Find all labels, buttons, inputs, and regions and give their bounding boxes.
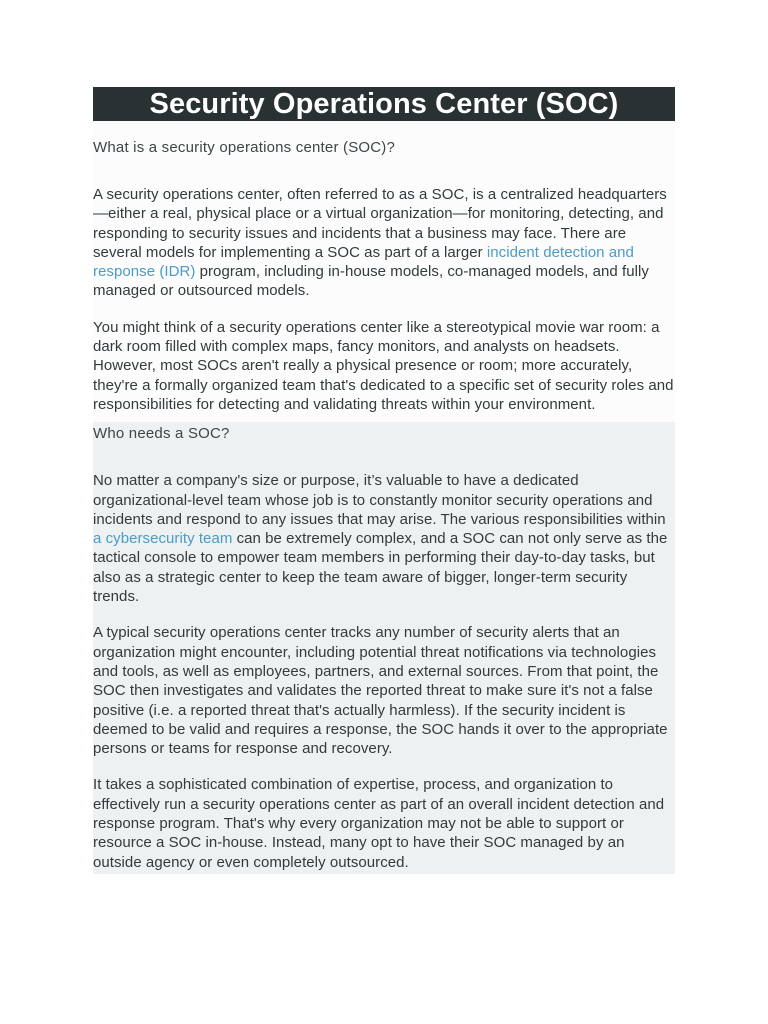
- paragraph-text: program, including in-house models, co-managed models, and fully managed or outsourced models.: [93, 263, 649, 300]
- idr-link[interactable]: incident detection and response (IDR): [93, 243, 634, 281]
- paragraph-text: can be extremely complex, and a SOC can not only serve as the tactical console to empower team members in performing their day-to-day tasks, but also as a strategic center to keep the team aware of bigger, longer-term security trends.: [93, 530, 668, 606]
- section-who-needs-soc: [93, 422, 675, 874]
- section-what-is-soc: [93, 121, 675, 422]
- paragraph-text: No matter a company's size or purpose, it’s valuable to have a dedicated organizational-level team whose job is to constantly monitor security operations and incidents and respond to any issues that may arise. The various responsibilities within: [93, 472, 666, 528]
- paragraph: [93, 185, 675, 301]
- document-page: [93, 87, 675, 874]
- section-heading: What is a security operations center (SOC)?: [93, 139, 396, 156]
- cybersecurity-team-link[interactable]: a cybersecurity team: [93, 530, 233, 548]
- paragraph: It takes a sophisticated combination of expertise, process, and organization to effectively run a security operations center as part of an overall incident detection and response program. That's why every organization may not be able to support or resource a SOC in-house. Instead, many opt to have their SOC managed by an outside agency or even completely outsourced.: [93, 776, 665, 871]
- paragraph: [93, 471, 675, 606]
- section-heading: Who needs a SOC?: [93, 425, 230, 443]
- paragraph: A typical security operations center tracks any number of security alerts that an organization might encounter, including potential threat notifications via technologies and tools, as well as employees, partners, and external sources. From that point, the SOC then investigates and validates the reported threat to make sure it's not a false positive (i.e. a reported threat that's actually harmless). If the security incident is deemed to be valid and requires a response, the SOC hands it over to the appropriate persons or teams for response and recovery.: [93, 624, 668, 758]
- paragraph: You might think of a security operations center like a stereotypical movie war room: a dark room filled with complex maps, fancy monitors, and analysts on headsets. However, most SOCs aren't really a physical presence or room; more accurately, they're a formally organized team that's dedicated to a specific set of security roles and responsibilities for detecting and validating threats within your environment.: [93, 318, 674, 413]
- paragraph-text: A security operations center, often referred to as a SOC, is a centralized headquarters—either a real, physical place or a virtual organization—for monitoring, detecting, and responding to security issues and incidents that a business may face. There are several models for implementing a SOC as part of a larger: [93, 186, 667, 261]
- page-title: Security Operations Center (SOC): [93, 87, 675, 121]
